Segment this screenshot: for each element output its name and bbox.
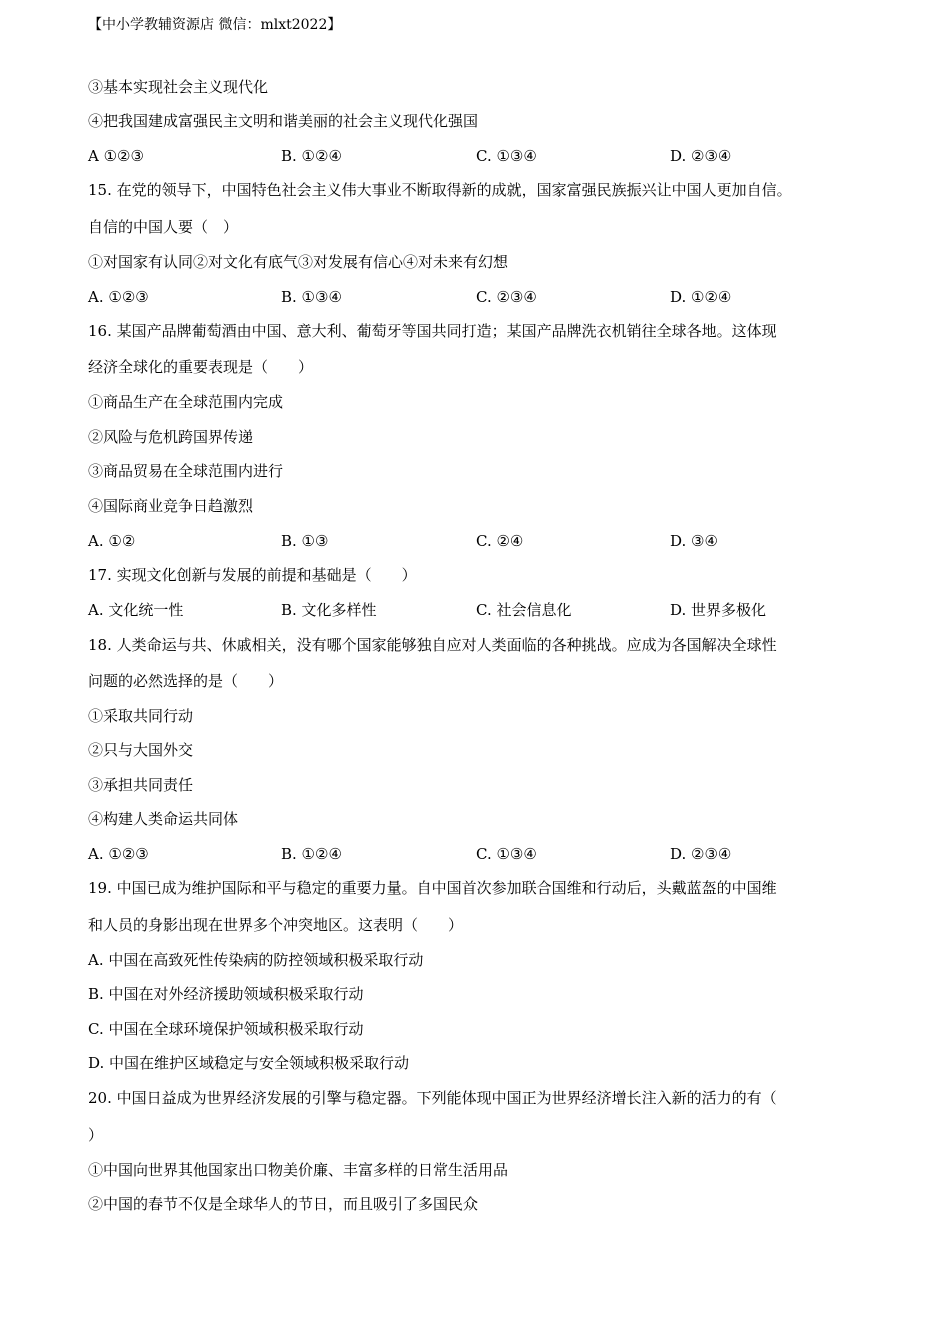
page-header: 【中小学教辅资源店 微信：mlxt2022】 [88,17,342,33]
q20-item-2: ②中国的春节不仅是全球华人的节日，而且吸引了多国民众 [88,1195,479,1213]
q16-stem-line-1: 16. 某国产品牌葡萄酒由中国、意大利、葡萄牙等国共同打造；某国产品牌洗衣机销往全球各地。这体现 [88,322,777,340]
q20-item-1: ①中国向世界其他国家出口物美价廉、丰富多样的日常生活用品 [88,1161,509,1179]
q18-option-d: D. ②③④ [670,845,732,863]
q17-option-c: C. 社会信息化 [476,601,572,619]
q17-options [88,600,868,620]
q16-option-a: A. ①② [88,532,136,550]
q19-stem-line-2: 和人员的身影出现在世界多个冲突地区。这表明（ ） [88,916,464,934]
q16-option-c: C. ②④ [476,532,524,550]
q15-items: ①对国家有认同②对文化有底气③对发展有信心④对未来有幻想 [88,253,509,271]
q18-option-a: A. ①②③ [88,845,149,863]
q15-stem-line-1: 15. 在党的领导下，中国特色社会主义伟大事业不断取得新的成就，国家富强民族振兴让中国人更加自信。 [88,181,792,199]
q15-option-a: A. ①②③ [88,288,149,306]
q19-choice-a: A. 中国在高致死性传染病的防控领域积极采取行动 [88,951,424,969]
q17-stem: 17. 实现文化创新与发展的前提和基础是（ ） [88,566,417,584]
q18-option-c: C. ①③④ [476,845,537,863]
q16-item-3: ③商品贸易在全球范围内进行 [88,462,284,480]
q14-item-4: ④把我国建成富强民主文明和谐美丽的社会主义现代化强国 [88,112,479,130]
q18-stem-line-1: 18. 人类命运与共、休戚相关，没有哪个国家能够独自应对人类面临的各种挑战。应成为各国解决全球性 [88,636,777,654]
q14-option-a: A ①②③ [88,147,144,165]
q18-stem-line-2: 问题的必然选择的是（ ） [88,672,284,690]
q17-option-d: D. 世界多极化 [670,601,767,619]
q17-option-b: B. 文化多样性 [281,601,377,619]
q14-option-d: D. ②③④ [670,147,732,165]
q15-stem-line-2: 自信的中国人要（ ） [88,218,239,236]
q15-options [88,287,868,307]
q19-choice-b: B. 中国在对外经济援助领域积极采取行动 [88,985,364,1003]
q15-option-b: B. ①③④ [281,288,342,306]
q16-option-b: B. ①③ [281,532,329,550]
q19-choice-d: D. 中国在维护区域稳定与安全领域积极采取行动 [88,1054,410,1072]
q16-stem-line-2: 经济全球化的重要表现是（ ） [88,358,314,376]
q16-options [88,531,868,551]
q17-option-a: A. 文化统一性 [88,601,184,619]
q16-item-1: ①商品生产在全球范围内完成 [88,393,284,411]
q14-option-b: B. ①②④ [281,147,342,165]
q20-stem-line-2: ） [88,1126,104,1144]
q15-option-d: D. ①②④ [670,288,732,306]
q19-choice-c: C. 中国在全球环境保护领域积极采取行动 [88,1020,364,1038]
q15-option-c: C. ②③④ [476,288,537,306]
q18-item-3: ③承担共同责任 [88,776,194,794]
q18-options [88,844,868,864]
q18-option-b: B. ①②④ [281,845,342,863]
q18-item-1: ①采取共同行动 [88,707,194,725]
q14-option-c: C. ①③④ [476,147,537,165]
q19-stem-line-1: 19. 中国已成为维护国际和平与稳定的重要力量。自中国首次参加联合国维和行动后，头戴蓝盔的中国维 [88,879,777,897]
q18-item-2: ②只与大国外交 [88,741,194,759]
q18-item-4: ④构建人类命运共同体 [88,810,239,828]
q16-item-4: ④国际商业竞争日趋激烈 [88,497,254,515]
q14-item-3: ③基本实现社会主义现代化 [88,78,269,96]
q20-stem-line-1: 20. 中国日益成为世界经济发展的引擎与稳定器。下列能体现中国正为世界经济增长注入新的活力的有（ [88,1089,777,1107]
q16-option-d: D. ③④ [670,532,718,550]
q16-item-2: ②风险与危机跨国界传递 [88,428,254,446]
q14-options [88,146,868,166]
